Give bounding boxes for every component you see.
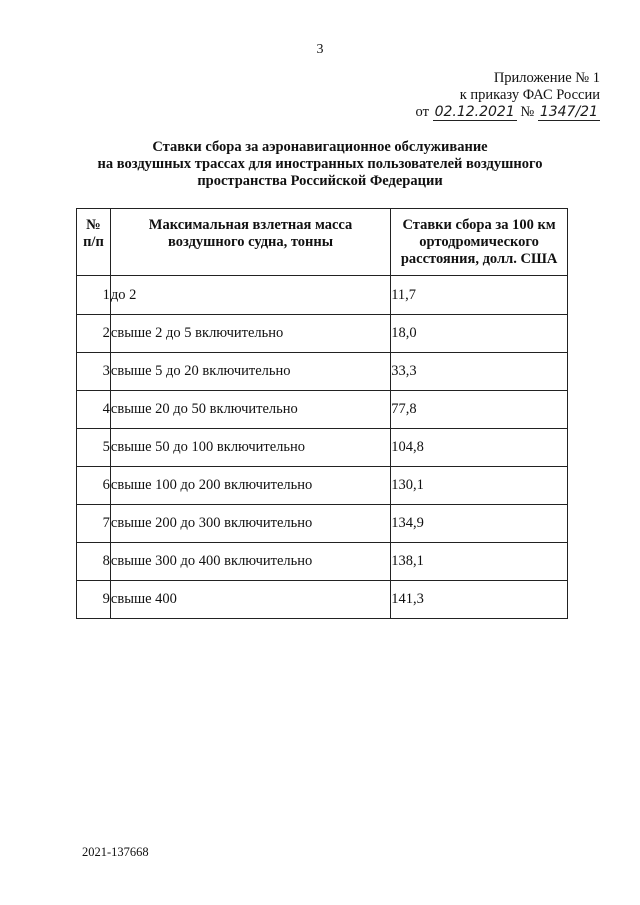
row-mass: свыше 200 до 300 включительно [110,505,390,543]
row-mass: до 2 [110,276,390,315]
annex-from-label: от [415,104,429,120]
row-mass: свыше 2 до 5 включительно [110,315,390,353]
annex-order-ref: к приказу ФАС России [459,87,600,103]
annex-block [360,70,600,121]
annex-number-label: № [520,104,535,120]
row-rate: 77,8 [391,391,568,429]
row-num: 9 [77,581,111,619]
row-mass: свыше 50 до 100 включительно [110,429,390,467]
annex-title: Приложение № 1 [493,70,600,86]
row-mass: свыше 100 до 200 включительно [110,467,390,505]
header-num-line-2: п/п [83,234,104,250]
table-row [77,543,568,581]
annex-date-line [360,104,600,121]
row-rate: 130,1 [391,467,568,505]
header-rate [391,209,568,276]
table-row [77,391,568,429]
header-mass [110,209,390,276]
header-num [77,209,111,276]
table-header-row [77,209,568,276]
row-num: 2 [77,315,111,353]
page-number: 3 [316,42,324,57]
header-rate-line-3: расстояния, долл. США [400,251,558,267]
header-mass-line-2: воздушного судна, тонны [168,234,334,250]
row-rate: 18,0 [391,315,568,353]
annex-date: 02.12.2021 [434,104,515,120]
row-rate: 138,1 [391,543,568,581]
table-row [77,581,568,619]
table-row [77,315,568,353]
row-rate: 141,3 [391,581,568,619]
table-row [77,276,568,315]
title-line-3: пространства Российской Федерации [197,173,443,189]
row-num: 3 [77,353,111,391]
row-mass: свыше 20 до 50 включительно [110,391,390,429]
row-num: 4 [77,391,111,429]
row-num: 5 [77,429,111,467]
row-mass: свыше 300 до 400 включительно [110,543,390,581]
row-num: 8 [77,543,111,581]
annex-order-number: 1347/21 [539,104,598,120]
row-num: 7 [77,505,111,543]
header-num-line-1: № [86,217,101,233]
table-row [77,467,568,505]
header-mass-line-1: Максимальная взлетная масса [148,217,353,233]
title-line-2: на воздушных трассах для иностранных пользователей воздушного [97,156,543,172]
rates-table [76,208,568,619]
row-rate: 104,8 [391,429,568,467]
header-rate-line-1: Ставки сбора за 100 км [402,217,556,233]
row-rate: 134,9 [391,505,568,543]
table-row [77,505,568,543]
table-row [77,353,568,391]
document-id: 2021-137668 [82,845,149,859]
row-mass: свыше 400 [110,581,390,619]
title-line-1: Ставки сбора за аэронавигационное обслуживание [152,139,488,155]
row-rate: 11,7 [391,276,568,315]
table-row [77,429,568,467]
row-rate: 33,3 [391,353,568,391]
row-num: 1 [77,276,111,315]
row-mass: свыше 5 до 20 включительно [110,353,390,391]
document-title [60,139,580,190]
row-num: 6 [77,467,111,505]
header-rate-line-2: ортодромического [419,234,539,250]
